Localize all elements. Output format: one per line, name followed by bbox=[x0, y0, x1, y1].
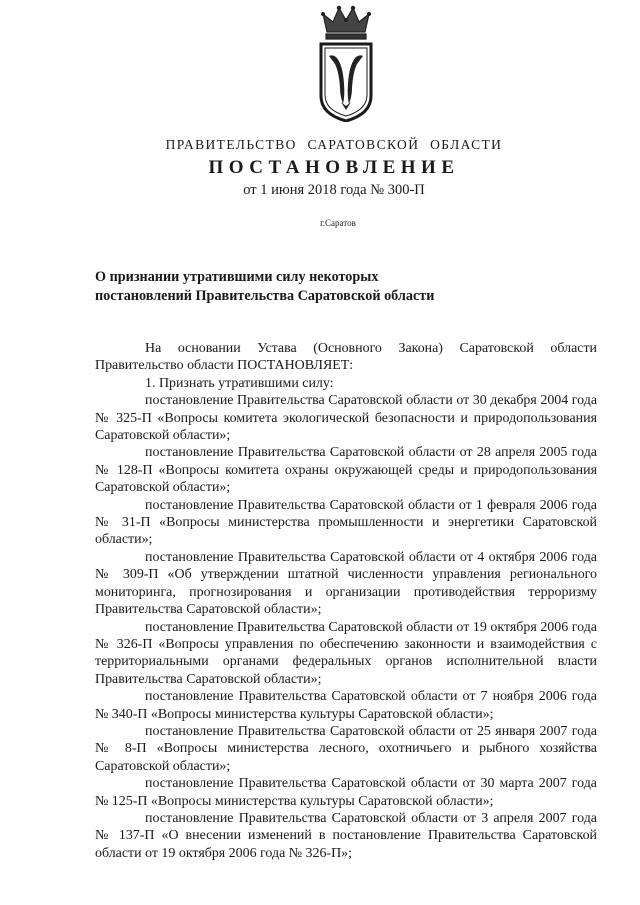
paragraph-repealed-act: постановление Правительства Саратовской области от 19 октября 2006 года № 326-П «Вопросы управления по обеспечению законности и взаимодействия с территориальными органами федеральных органов исполнительной власти Правительства Саратовской области»; bbox=[95, 619, 597, 687]
coat-of-arms-icon bbox=[313, 4, 379, 122]
paragraph-repealed-act: постановление Правительства Саратовской области от 7 ноября 2006 года № 340-П «Вопросы министерства культуры Саратовской области»; bbox=[95, 689, 597, 722]
document-title-line: постановлений Правительства Саратовской области bbox=[95, 288, 435, 304]
document-type: ПОСТАНОВЛЕНИЕ bbox=[208, 157, 460, 178]
paragraph-repealed-act: постановление Правительства Саратовской области от 25 января 2007 года № 8-П «Вопросы министерства лесного, охотничьего и рыбного хозяйства Саратовской области»; bbox=[95, 723, 597, 774]
paragraph-item-1: 1. Признать утратившими силу: bbox=[145, 375, 334, 391]
paragraph-repealed-act: постановление Правительства Саратовской области от 4 октября 2006 года № 309-П «Об утверждении штатной численности управления регионального мониторинга, прогнозирования и организации противодействия терроризму Правительства Саратовской области»; bbox=[95, 549, 597, 618]
document-title-line: О признании утратившими силу некоторых bbox=[95, 269, 379, 285]
paragraph-repealed-act: постановление Правительства Саратовской области от 30 марта 2007 года № 125-П «Вопросы министерства культуры Саратовской области»; bbox=[95, 776, 597, 809]
paragraph-preamble: На основании Устава (Основного Закона) Саратовской области Правительство области ПОСТАНОВЛЯЕТ: bbox=[95, 341, 597, 374]
document-title bbox=[95, 268, 515, 306]
paragraph-repealed-act: постановление Правительства Саратовской области от 1 февраля 2006 года № 31-П «Вопросы министерства промышленности и энергетики Саратовской области»; bbox=[95, 497, 597, 548]
government-name: ПРАВИТЕЛЬСТВО САРАТОВСКОЙ ОБЛАСТИ bbox=[165, 137, 503, 152]
document-body bbox=[95, 340, 597, 862]
paragraph-repealed-act: постановление Правительства Саратовской области от 28 апреля 2005 года № 128-П «Вопросы комитета охраны окружающей среды и природопользования Саратовской области»; bbox=[95, 445, 597, 496]
paragraph-repealed-act: постановление Правительства Саратовской области от 3 апреля 2007 года № 137-П «О внесении изменений в постановление Правительства Саратовской области от 19 октября 2006 года № 326-П»; bbox=[95, 810, 597, 861]
document-city: г.Саратов bbox=[320, 218, 356, 228]
paragraph-repealed-act: постановление Правительства Саратовской области от 30 декабря 2004 года № 325-П «Вопросы комитета экологической безопасности и природопользования Саратовской области»; bbox=[95, 393, 597, 444]
document-date-number: от 1 июня 2018 года № 300-П bbox=[243, 182, 425, 198]
